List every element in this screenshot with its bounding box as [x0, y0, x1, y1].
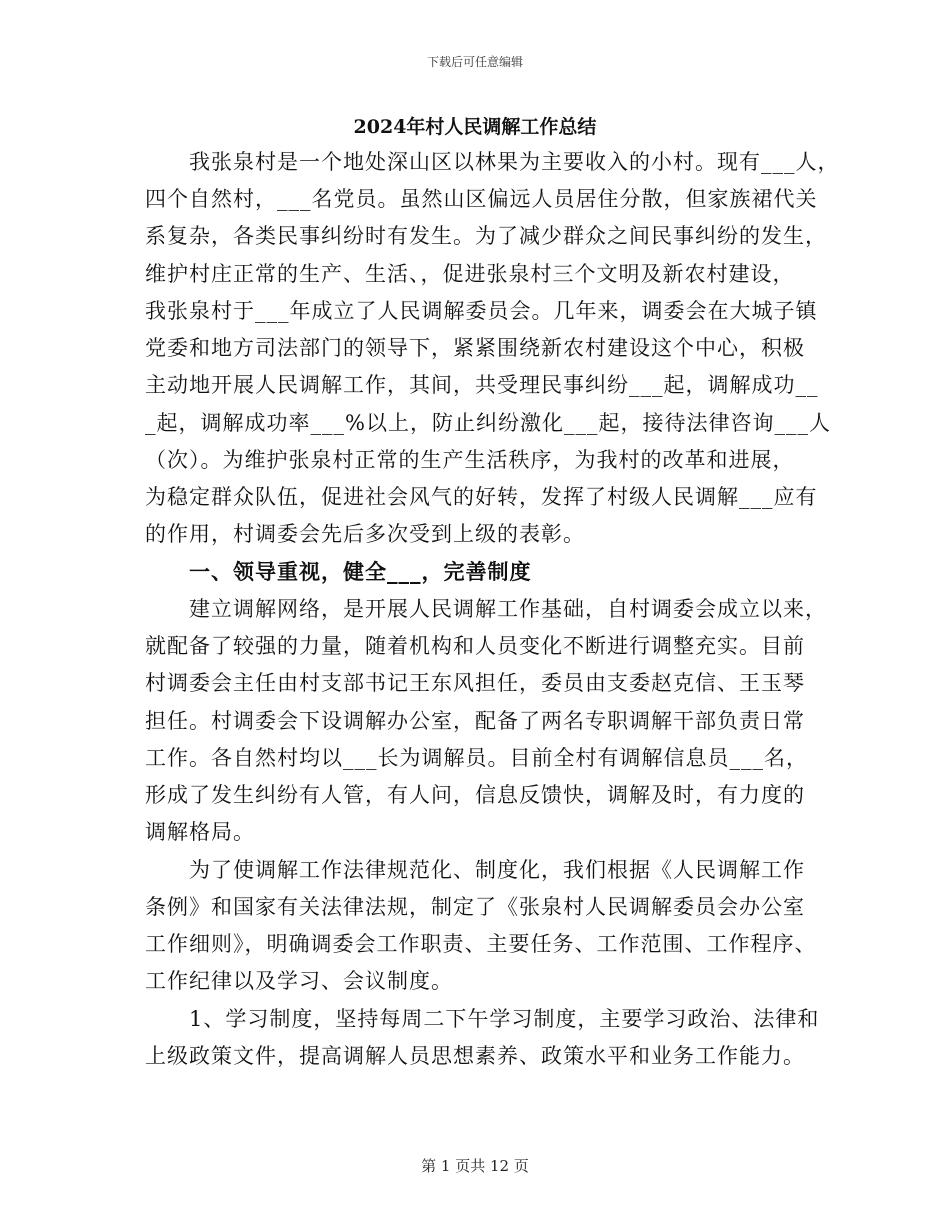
body-line: 担任。村调委会下设调解办公室，配备了两名专职调解干部负责日常: [145, 709, 805, 733]
body-line: 工作。各自然村均以___长为调解员。目前全村有调解信息员___名，: [145, 746, 808, 770]
body-line: 工作纪律以及学习、会议制度。: [145, 969, 453, 993]
body-line: 上级政策文件，提高调解人员思想素养、政策水平和业务工作能力。: [145, 1044, 805, 1068]
page-footer: 第 1 页共 12 页: [421, 1157, 529, 1175]
body-line: 主动地开展人民调解工作，其间，共受理民事纠纷___起，调解成功__: [145, 373, 819, 397]
body-line: _起，调解成功率___%以上，防止纠纷激化___起，接待法律咨询___人: [145, 411, 831, 435]
body-line: 党委和地方司法部门的领导下，紧紧围绕新农村建设这个中心，积极: [145, 336, 805, 360]
body-line: 系复杂，各类民事纠纷时有发生。为了减少群众之间民事纠纷的发生，: [145, 224, 827, 248]
body-line: 条例》和国家有关法律法规，制定了《张泉村人民调解委员会办公室: [145, 895, 805, 919]
body-line: 为了使调解工作法律规范化、制度化，我们根据《人民调解工作: [145, 858, 805, 882]
body-line: 形成了发生纠纷有人管，有人问，信息反馈快，调解及时，有力度的: [145, 783, 805, 807]
body-line: 我张泉村是一个地处深山区以林果为主要收入的小村。现有___人，: [145, 150, 840, 174]
body-line: 为稳定群众队伍，促进社会风气的好转，发挥了村级人民调解___应有: [145, 485, 818, 509]
body-line: 1、学习制度，坚持每周二下午学习制度，主要学习政治、法律和: [145, 1007, 820, 1031]
body-line: 村调委会主任由村支部书记王东风担任，委员由支委赵克信、王玉琴: [145, 671, 805, 695]
body-line: 就配备了较强的力量，随着机构和人员变化不断进行调整充实。目前: [145, 634, 805, 658]
body-line: 维护村庄正常的生产、生活、，促进张泉村三个文明及新农村建设，: [145, 262, 795, 286]
body-line: 的作用，村调委会先后多次受到上级的表彰。: [145, 522, 585, 546]
body-line: 我张泉村于___年成立了人民调解委员会。几年来，调委会在大城子镇: [145, 299, 818, 323]
header-note: 下载后可任意编辑: [426, 55, 523, 69]
document-title: 2024年村人民调解工作总结: [353, 116, 597, 138]
body-line: 四个自然村，___名党员。虽然山区偏远人员居住分散，但家族裙代关: [145, 187, 818, 211]
body-line: （次）。为维护张泉村正常的生产生活秩序，为我村的改革和进展，: [145, 448, 795, 472]
body-line: 建立调解网络，是开展人民调解工作基础，自村调委会成立以来，: [145, 597, 827, 621]
body-line: 调解格局。: [145, 820, 255, 844]
section-heading: 一、领导重视，健全___，完善制度: [145, 559, 532, 584]
body-line: 工作细则》，明确调委会工作职责、主要任务、工作范围、工作程序、: [145, 932, 817, 956]
